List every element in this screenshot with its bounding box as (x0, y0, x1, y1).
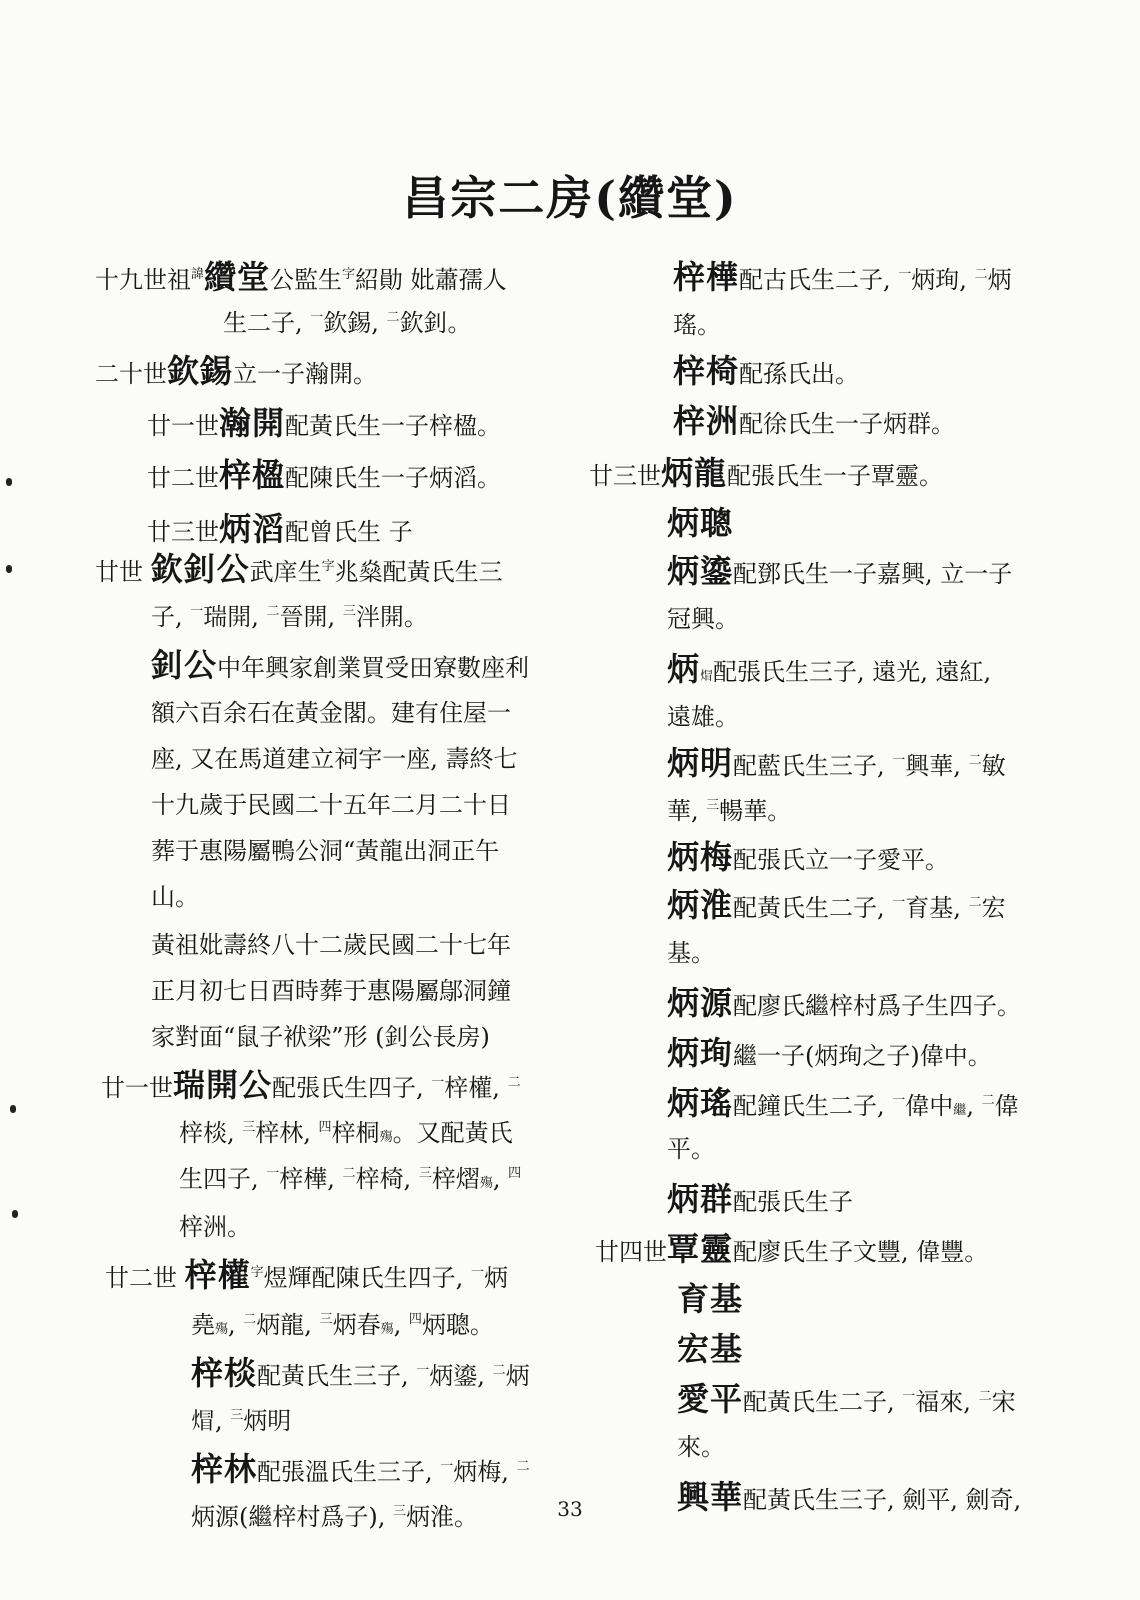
superscript-note: 一 (416, 1363, 430, 1378)
person-name: 炳梅 (667, 838, 734, 876)
person-name: 梓樺 (673, 258, 740, 296)
entry-text: 𤊻, (191, 1407, 231, 1435)
text-line (191, 1398, 291, 1444)
person-name: 愛平 (677, 1380, 744, 1418)
entry-text: 配張氏立一子愛平。 (733, 846, 950, 874)
entry-text: 敏 (981, 752, 1006, 780)
entry-text: 額六百余石在黃金閣。建有住屋一 (151, 699, 511, 727)
entry-text: 炳源(繼梓村爲子), (191, 1503, 393, 1531)
generation-label: 二十世 (95, 360, 167, 388)
superscript-note: 三 (706, 798, 720, 813)
entry-text: 。又配黃氏 (392, 1119, 513, 1147)
binding-hole-mark (10, 1105, 16, 1113)
person-name: 炳滔 (219, 510, 286, 548)
entry-text: 配藍氏生三子, (733, 752, 893, 780)
superscript-note: 二 (492, 1363, 506, 1378)
entry-text: 正月初七日酉時葬于惠陽屬鄔洞鐘 (151, 977, 511, 1005)
small-note: 殤 (479, 1176, 493, 1191)
text-line (179, 1204, 251, 1250)
entry-text: 炳 (483, 1264, 508, 1292)
superscript-note: 二 (516, 1459, 530, 1474)
entry-text: 配張氏生一子覃靈。 (727, 462, 944, 490)
entry-text: 欽錫, (323, 309, 387, 337)
entry-text: 炳 (987, 266, 1012, 294)
person-name: 梓棪 (191, 1354, 258, 1392)
person-name: 梓椅 (673, 352, 740, 390)
entry-text: 平。 (667, 1135, 715, 1163)
entry-text: 配曾氏生 子 (285, 518, 413, 546)
text-line (151, 922, 511, 968)
superscript-note: 一 (431, 1075, 445, 1090)
entry-text: 福來, (915, 1388, 979, 1416)
entry-text: 配孫氏出。 (739, 360, 860, 388)
person-name: 梓林 (191, 1450, 258, 1488)
text-line (191, 1350, 530, 1396)
person-name: 炳鎏 (667, 552, 734, 590)
person-name: 瀚開 (219, 404, 286, 442)
text-line (95, 254, 507, 300)
text-line (95, 546, 503, 592)
text-line (667, 1126, 715, 1172)
generation-label: 十九世祖 (95, 266, 191, 294)
superscript-note: 二 (386, 310, 400, 325)
text-line (151, 642, 529, 688)
person-name: 炳瑤 (667, 1084, 734, 1122)
entry-text: , (228, 1311, 244, 1339)
person-name: 炳珣 (667, 1034, 734, 1072)
generation-label: 廿三世 (147, 518, 219, 546)
superscript-note: 二 (507, 1075, 521, 1090)
entry-text: 梓熠 (431, 1165, 480, 1193)
entry-text: 配張氏生三子, 遠光, 遠紅, (713, 658, 992, 686)
entry-text: 炳 (505, 1362, 530, 1390)
entry-text: 梓林, (255, 1119, 319, 1147)
entry-text: 公監生 (270, 266, 343, 294)
text-line (667, 646, 991, 692)
person-name: 欽錫 (167, 352, 234, 390)
person-name: 炳源 (667, 984, 734, 1022)
text-line (151, 594, 428, 640)
superscript-note: 三 (342, 604, 356, 619)
person-name: 炳 (667, 650, 701, 688)
superscript-note: 四 (508, 1166, 522, 1181)
entry-text: 宋 (991, 1388, 1016, 1416)
text-line (147, 400, 501, 446)
entry-text: 晉開, (279, 603, 343, 631)
entry-text: 配徐氏生一子炳群。 (739, 410, 956, 438)
superscript-note: 二 (968, 753, 982, 768)
person-name: 炳群 (667, 1180, 734, 1218)
entry-text: 配黃氏生二子, (733, 894, 893, 922)
superscript-note: 二 (968, 895, 982, 910)
entry-text: 梓桐 (331, 1119, 380, 1147)
text-line (191, 1446, 530, 1492)
entry-text: 立一子瀚開。 (233, 360, 378, 388)
entry-text: 來。 (677, 1433, 725, 1461)
text-line (667, 1176, 853, 1222)
entry-text: 瑤。 (673, 311, 721, 339)
superscript-note: 四 (408, 1312, 422, 1327)
entry-text: 堯 (191, 1311, 215, 1339)
text-line (667, 788, 791, 834)
small-note: 𤊻 (700, 669, 714, 684)
superscript-note: 一 (266, 1166, 280, 1181)
text-line (151, 968, 511, 1014)
entry-text: 欽釗。 (399, 309, 472, 337)
generation-label: 廿三世 (589, 462, 661, 490)
entry-text: 黃祖妣壽終八十二歲民國二十七年 (151, 931, 511, 959)
entry-text: 泮開。 (355, 603, 428, 631)
entry-text: 配黃氏生一子梓楹。 (285, 412, 502, 440)
generation-label: 廿二世 (105, 1264, 185, 1292)
entry-text: 炳明 (243, 1407, 292, 1435)
person-name: 梓楹 (219, 456, 286, 494)
text-line (151, 874, 199, 920)
text-line (151, 690, 511, 736)
superscript-note: 一 (892, 895, 906, 910)
person-name: 炳龍 (661, 454, 728, 492)
entry-text: 梓棪, (179, 1119, 243, 1147)
superscript-note: 一 (892, 753, 906, 768)
text-line (673, 348, 859, 394)
entry-text: 育基, (905, 894, 969, 922)
entry-text: 華, (667, 797, 707, 825)
entry-text: 配陳氏生一子炳滔。 (285, 464, 502, 492)
person-name: 炳明 (667, 744, 734, 782)
superscript-note: 一 (470, 1265, 484, 1280)
binding-hole-mark (6, 478, 12, 486)
entry-text: 炳鎏, (429, 1362, 493, 1390)
superscript-note: 二 (342, 1166, 356, 1181)
superscript-note: 一 (902, 1389, 916, 1404)
entry-text: 炳珣, (911, 266, 975, 294)
entry-text: 炳春 (332, 1311, 381, 1339)
entry-text: 配廖氏生子文豐, 偉豐。 (733, 1238, 989, 1266)
text-line (667, 548, 1012, 594)
text-line (677, 1376, 1016, 1422)
text-line (667, 1030, 992, 1076)
entry-text: 配廖氏繼梓村爲子生四子。 (733, 992, 1022, 1020)
superscript-note: 字 (250, 1265, 264, 1280)
person-name: 瑞開公 (173, 1066, 273, 1104)
entry-text: 配黃氏生二子, (743, 1388, 903, 1416)
entry-text: 梓權, (444, 1074, 508, 1102)
superscript-note: 一 (892, 1093, 906, 1108)
person-name: 釗公 (151, 646, 218, 684)
superscript-note: 一 (190, 604, 204, 619)
generation-label: 廿四世 (595, 1238, 667, 1266)
superscript-note: 一 (310, 310, 324, 325)
text-line (179, 1156, 521, 1202)
superscript-note: 二 (243, 1312, 257, 1327)
entry-text: 梓樺, (279, 1165, 343, 1193)
entry-text: 配黃氏生三子, 劍平, 劍奇, (743, 1486, 1022, 1514)
small-note: 殤 (215, 1322, 229, 1337)
text-line (151, 782, 511, 828)
text-line (151, 1014, 490, 1060)
person-name: 育基 (677, 1280, 744, 1318)
entry-text: 基。 (667, 939, 715, 967)
entry-text: 遠雄。 (667, 703, 739, 731)
text-line (673, 254, 1012, 300)
text-line (101, 1062, 521, 1108)
person-name: 梓權 (184, 1256, 251, 1294)
entry-text: 生四子, (179, 1165, 267, 1193)
superscript-note: 二 (266, 604, 280, 619)
entry-text: 繼一子(炳珣之子)偉中。 (733, 1042, 992, 1070)
entry-text: 十九歲于民國二十五年二月二十日 (151, 791, 511, 819)
text-line (667, 694, 739, 740)
entry-text: 冠興。 (667, 605, 739, 633)
superscript-note: 諱 (191, 267, 205, 282)
text-line (667, 930, 715, 976)
entry-text: 宏 (981, 894, 1006, 922)
superscript-note: 字 (321, 559, 335, 574)
entry-text: 中年興家創業買受田寮數座利 (217, 654, 530, 682)
entry-text: 配古氏生二子, (739, 266, 899, 294)
text-line (677, 1424, 725, 1470)
text-line (667, 834, 949, 880)
entry-text: 煜輝配陳氏生四子, (263, 1264, 471, 1292)
page-number: 33 (557, 1497, 583, 1521)
text-line (179, 1110, 513, 1156)
text-line (677, 1276, 743, 1322)
text-line (151, 736, 518, 782)
person-name: 覃靈 (667, 1230, 734, 1268)
entry-text: 興華, (905, 752, 969, 780)
entry-text: 兆燊配黃氏生三 (334, 558, 503, 586)
person-name: 興華 (677, 1478, 744, 1516)
superscript-note: 二 (978, 1389, 992, 1404)
superscript-note: 二 (981, 1093, 995, 1108)
entry-text: 武庠生 (249, 558, 322, 586)
text-line (667, 1080, 1019, 1126)
superscript-note: 三 (230, 1408, 244, 1423)
generation-label: 廿二世 (147, 464, 219, 492)
text-line (677, 1326, 743, 1372)
entry-text: 瑞開, (203, 603, 267, 631)
text-line (667, 500, 733, 546)
text-line (667, 882, 1006, 928)
entry-text: 座, 又在馬道建立祠宇一座, 壽終七 (151, 745, 518, 773)
generation-label: 廿一世 (147, 412, 219, 440)
entry-text: 暢華。 (719, 797, 792, 825)
entry-text: 配鄧氏生一子嘉興, 立一子 (733, 560, 1013, 588)
text-line (673, 302, 721, 348)
text-line (667, 980, 1021, 1026)
entry-text: 配張氏生子 (733, 1188, 854, 1216)
entry-text: 炳淮。 (406, 1503, 478, 1531)
entry-text: 梓椅, (355, 1165, 419, 1193)
entry-text: 配鐘氏生二子, (733, 1092, 893, 1120)
superscript-note: 三 (319, 1312, 333, 1327)
superscript-note: 字 (342, 267, 356, 282)
text-line (105, 1252, 508, 1298)
generation-label: 廿世 (95, 558, 151, 586)
entry-text: , (393, 1311, 409, 1339)
entry-text: 葬于惠陽屬鴨公洞“黃龍出洞正午 (151, 837, 500, 865)
text-line (595, 1226, 988, 1272)
person-name: 欽釗公 (150, 550, 250, 588)
entry-text: , (966, 1092, 982, 1120)
text-line (667, 740, 1006, 786)
entry-text: 炳聰。 (421, 1311, 494, 1339)
text-line (95, 348, 377, 394)
superscript-note: 二 (974, 267, 988, 282)
small-note: 殤 (380, 1322, 394, 1337)
superscript-note: 一 (898, 267, 912, 282)
text-line (589, 450, 943, 496)
generation-label: 廿一世 (101, 1074, 173, 1102)
entry-text: 偉 (994, 1092, 1019, 1120)
entry-text: 炳龍, (256, 1311, 320, 1339)
text-line (147, 452, 501, 498)
person-name: 炳聰 (667, 504, 734, 542)
small-note: 繼 (953, 1103, 967, 1118)
text-line (223, 300, 472, 346)
superscript-note: 三 (242, 1120, 256, 1135)
entry-text: 炳梅, (453, 1458, 517, 1486)
entry-text: 配張氏生四子, (272, 1074, 432, 1102)
entry-text: , (492, 1165, 509, 1193)
text-line (667, 596, 739, 642)
entry-text: 生二子, (223, 309, 311, 337)
text-line (673, 398, 955, 444)
text-line (151, 828, 499, 874)
person-name: 纘堂 (204, 258, 271, 296)
small-note: 殤 (379, 1130, 393, 1145)
entry-text: 子, (151, 603, 191, 631)
entry-text: 山。 (151, 883, 199, 911)
page-title: 昌宗二房(纘堂) (402, 171, 738, 225)
entry-text: 配張溫氏生三子, (257, 1458, 441, 1486)
person-name: 宏基 (677, 1330, 744, 1368)
superscript-note: 一 (440, 1459, 454, 1474)
entry-text: 家對面“鼠子袱梁”形 (釗公長房) (151, 1023, 490, 1051)
entry-text: 紹勛 妣蕭孺人 (355, 266, 507, 294)
person-name: 炳淮 (667, 886, 734, 924)
superscript-note: 三 (418, 1166, 432, 1181)
superscript-note: 四 (318, 1120, 332, 1135)
entry-text: 偉中 (905, 1092, 954, 1120)
entry-text: 配黃氏生三子, (257, 1362, 417, 1390)
binding-hole-mark (6, 565, 12, 573)
person-name: 梓洲 (673, 402, 740, 440)
text-line (191, 1302, 494, 1348)
entry-text: 梓洲。 (179, 1213, 251, 1241)
superscript-note: 三 (392, 1504, 406, 1519)
binding-hole-mark (12, 1210, 18, 1218)
